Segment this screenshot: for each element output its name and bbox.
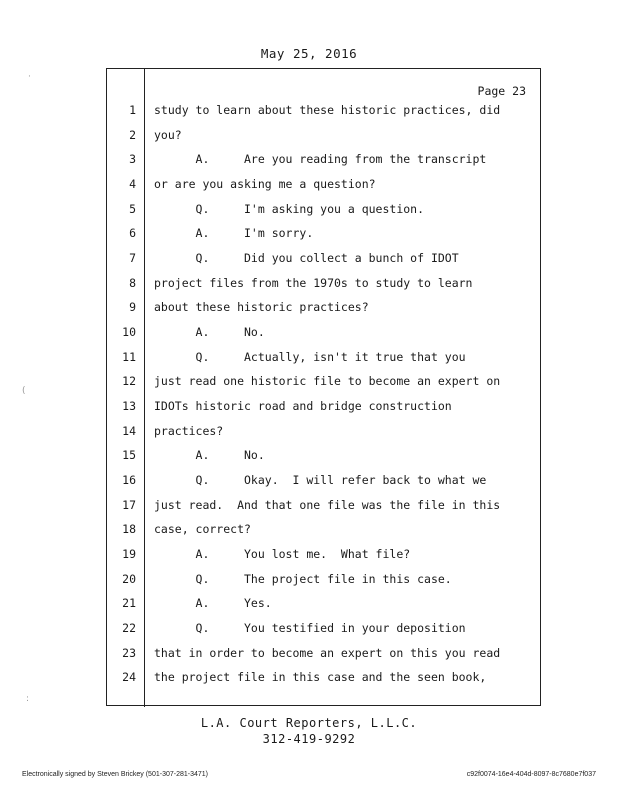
transcript-line [106, 226, 539, 246]
line-text: Q. The project file in this case. [154, 572, 452, 586]
transcript-line [106, 300, 539, 320]
line-text: just read one historic file to become an expert on [154, 374, 501, 388]
line-text: just read. And that one file was the file in this [154, 498, 501, 512]
scan-mark-icon: ( [22, 386, 26, 396]
line-text: Q. Did you collect a bunch of IDOT [154, 251, 459, 265]
line-text: A. No. [154, 325, 265, 339]
line-text: or are you asking me a question? [154, 177, 376, 191]
transcript-line [106, 424, 539, 444]
line-number: 16 [122, 473, 136, 487]
court-reporter-phone: 312-419-9292 [262, 732, 356, 746]
line-number: 7 [129, 251, 136, 265]
transcript-line [106, 596, 539, 616]
line-number: 6 [129, 226, 136, 240]
transcript-line [106, 325, 539, 345]
line-text: A. No. [154, 448, 265, 462]
line-text: IDOTs historic road and bridge construction [154, 399, 452, 413]
line-number: 13 [122, 399, 136, 413]
line-number: 15 [122, 448, 136, 462]
line-number: 21 [122, 596, 136, 610]
transcript-line [106, 646, 539, 666]
transcript-line [106, 202, 539, 222]
transcript-line [106, 670, 539, 690]
transcript-line [106, 522, 539, 542]
transcript-line [106, 350, 539, 370]
line-number: 18 [122, 522, 136, 536]
line-number: 12 [122, 374, 136, 388]
transcript-date: May 25, 2016 [260, 46, 358, 61]
line-text: Q. Okay. I will refer back to what we [154, 473, 487, 487]
line-number: 24 [122, 670, 136, 684]
line-number: 1 [129, 103, 136, 117]
transcript-line [106, 103, 539, 123]
transcript-line [106, 276, 539, 296]
scan-mark-icon: : [26, 694, 30, 704]
court-reporter-name: L.A. Court Reporters, L.L.C. [200, 716, 418, 730]
line-number: 14 [122, 424, 136, 438]
transcript-line [106, 374, 539, 394]
line-number: 22 [122, 621, 136, 635]
transcript-line [106, 251, 539, 271]
line-text: A. Yes. [154, 596, 272, 610]
transcript-line [106, 128, 539, 148]
transcript-line [106, 152, 539, 172]
line-number: 4 [129, 177, 136, 191]
transcript-line [106, 621, 539, 641]
line-number: 19 [122, 547, 136, 561]
line-text: that in order to become an expert on this you read [154, 646, 501, 660]
transcript-line [106, 547, 539, 567]
electronic-signature: Electronically signed by Steven Brickey (501-307-281-3471) [22, 771, 208, 778]
line-text: the project file in this case and the seen book, [154, 670, 487, 684]
line-number: 20 [122, 572, 136, 586]
transcript-line [106, 448, 539, 468]
line-text: Q. You testified in your deposition [154, 621, 466, 635]
document-hash: c92f0074-16e4-404d-8097-8c7680e7f037 [466, 771, 596, 778]
line-text: A. I'm sorry. [154, 226, 314, 240]
line-text: A. You lost me. What file? [154, 547, 411, 561]
scan-mark-icon: · [28, 72, 31, 82]
line-number: 5 [129, 202, 136, 216]
line-text: Q. I'm asking you a question. [154, 202, 425, 216]
line-text: Q. Actually, isn't it true that you [154, 350, 466, 364]
line-number: 17 [122, 498, 136, 512]
line-text: you? [154, 128, 182, 142]
line-number: 8 [129, 276, 136, 290]
line-number: 10 [122, 325, 136, 339]
line-text: project files from the 1970s to study to learn [154, 276, 473, 290]
line-number: 23 [122, 646, 136, 660]
line-number: 2 [129, 128, 136, 142]
line-text: study to learn about these historic practices, did [154, 103, 501, 117]
transcript-line [106, 177, 539, 197]
line-text: practices? [154, 424, 224, 438]
line-number: 3 [129, 152, 136, 166]
transcript-line [106, 473, 539, 493]
line-text: case, correct? [154, 522, 251, 536]
transcript-line [106, 399, 539, 419]
line-number: 9 [129, 300, 136, 314]
transcript-line [106, 572, 539, 592]
transcript-line [106, 498, 539, 518]
line-number: 11 [122, 350, 136, 364]
line-text: about these historic practices? [154, 300, 369, 314]
page-number: Page 23 [477, 84, 526, 98]
line-text: A. Are you reading from the transcript [154, 152, 487, 166]
